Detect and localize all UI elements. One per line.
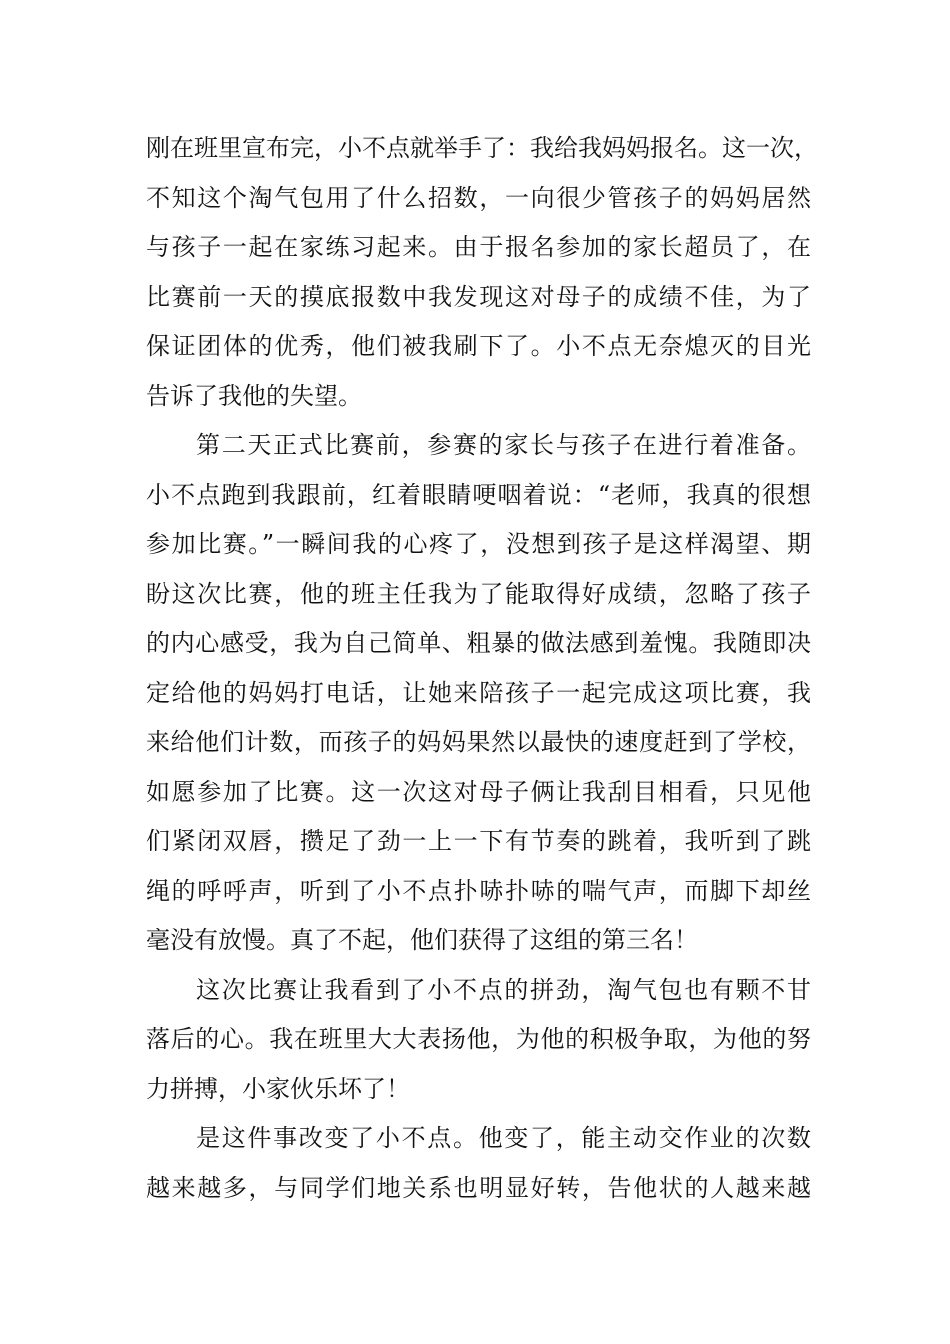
- text-line: 力拼搏，小家伙乐坏了！: [146, 1074, 410, 1103]
- body-text: [146, 124, 818, 1213]
- text-line: 比赛前一天的摸底报数中我发现这对母子的成绩不佳，为了: [146, 282, 811, 311]
- text-line: 与孩子一起在家练习起来。由于报名参加的家长超员了，在: [146, 233, 811, 261]
- text-line: 落后的心。我在班里大大表扬他，为他的积极争取，为他的努: [146, 1025, 811, 1053]
- text-line: 绳的呼呼声，听到了小不点扑哧扑哧的喘气声，而脚下却丝: [146, 876, 811, 905]
- text-line: 第二天正式比赛前，参赛的家长与孩子在进行着准备。: [196, 431, 811, 459]
- text-line: 小不点跑到我跟前，红着眼睛哽咽着说：“老师，我真的很想: [146, 480, 811, 509]
- text-line: 越来越多，与同学们地关系也明显好转，告他状的人越来越: [146, 1173, 811, 1202]
- text-line: 来给他们计数，而孩子的妈妈果然以最快的速度赶到了学校，: [146, 728, 811, 756]
- text-line: 是这件事改变了小不点。他变了，能主动交作业的次数: [196, 1124, 811, 1152]
- text-line: 保证团体的优秀，他们被我刷下了。小不点无奈熄灭的目光: [146, 332, 811, 360]
- text-line: 毫没有放慢。真了不起，他们获得了这组的第三名！: [146, 926, 698, 954]
- text-line: 刚在班里宣布完，小不点就举手了：我给我妈妈报名。这一次，: [146, 134, 818, 162]
- text-line: 们紧闭双唇，攒足了劲一上一下有节奏的跳着，我听到了跳: [146, 827, 811, 855]
- text-line: 定给他的妈妈打电话，让她来陪孩子一起完成这项比赛，我: [146, 678, 811, 707]
- text-line: 参加比赛。”一瞬间我的心疼了，没想到孩子是这样渴望、期: [146, 530, 811, 558]
- text-line: 不知这个淘气包用了什么招数，一向很少管孩子的妈妈居然: [146, 183, 811, 212]
- text-line: 告诉了我他的失望。: [146, 381, 362, 410]
- text-line: 这次比赛让我看到了小不点的拼劲，淘气包也有颗不甘: [196, 975, 811, 1004]
- text-line: 盼这次比赛，他的班主任我为了能取得好成绩，忽略了孩子: [146, 579, 811, 608]
- text-line: 的内心感受，我为自己简单、粗暴的做法感到羞愧。我随即决: [146, 629, 811, 657]
- text-line: 如愿参加了比赛。这一次这对母子俩让我刮目相看，只见他: [146, 777, 811, 806]
